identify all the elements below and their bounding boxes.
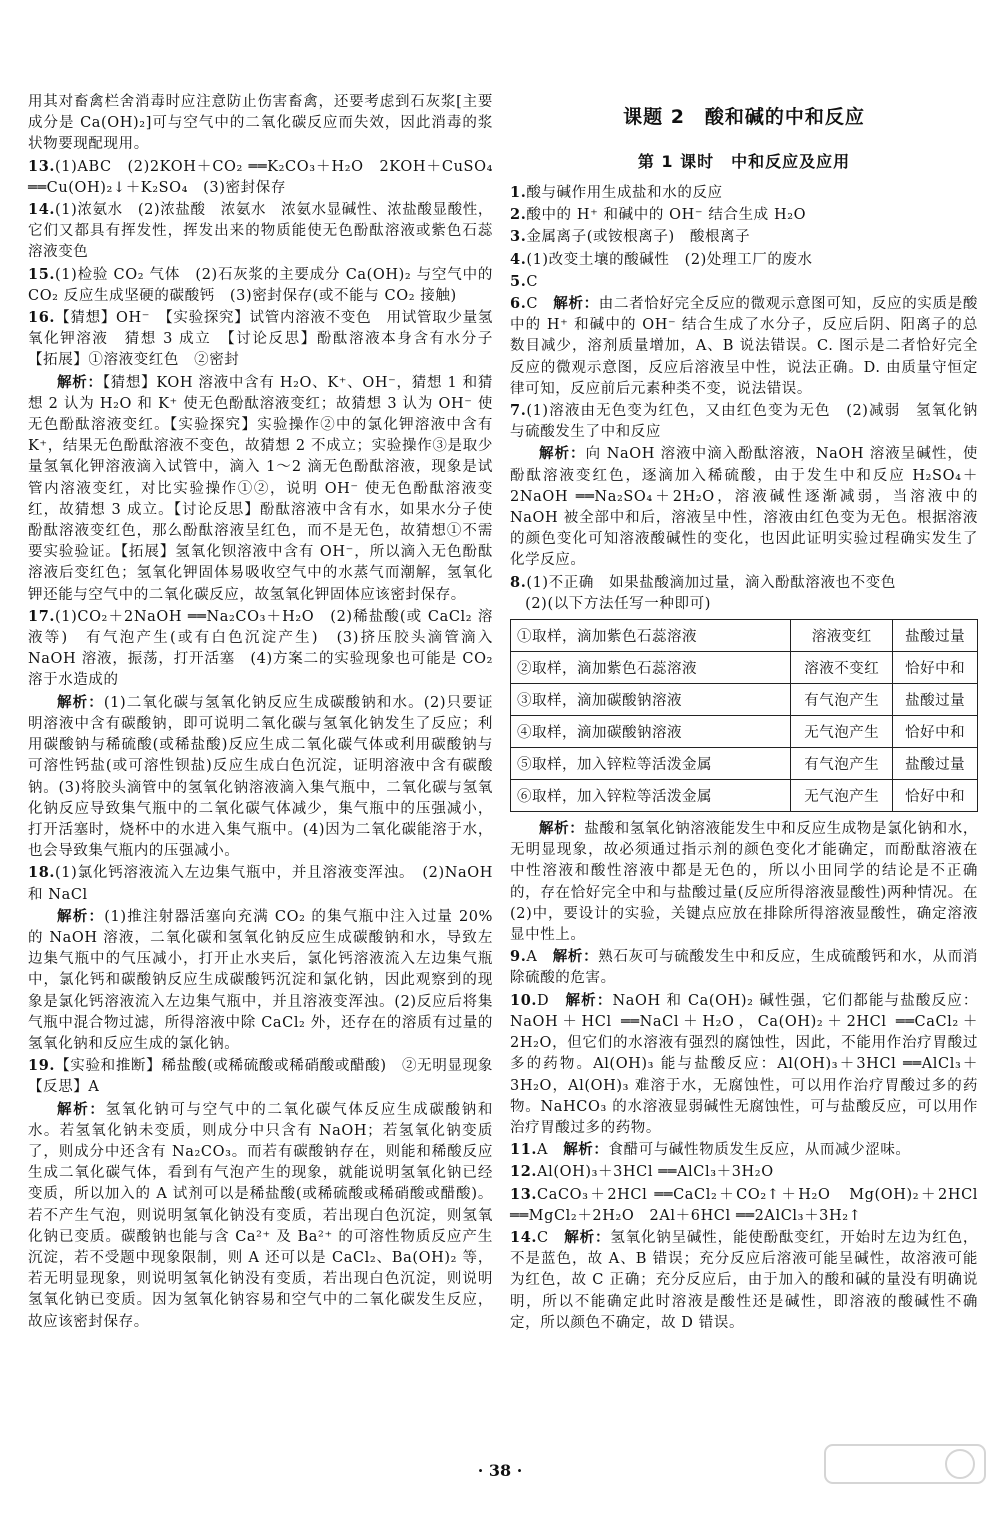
analysis-text: 盐酸和氢氧化钠溶液能发生中和反应生成物是氯化钠和水，无明显现象，故必须通过指示剂的颜色变化才能确定，而酚酞溶液在中性溶液和酸性溶液中都是无色的，所以小田同学的结论是不正确的，存在恰好完全中和与盐酸过量(反应所得溶液显酸性)两种情况。在(2)中，要设计的实验，关键点应放在排除所得溶液显酸性，确定溶液显中性上。 bbox=[510, 821, 978, 944]
answers-block-b bbox=[510, 818, 978, 1334]
answer-text: D bbox=[537, 992, 566, 1009]
answer-text: 【猜想】OH⁻ 【实验探究】试管内溶液不变色 用试管取少量氢氧化钾溶液 猜想 3 成立 【讨论反思】酚酞溶液本身含有水分子 【拓展】①溶液变红色 ②密封 bbox=[28, 310, 509, 369]
answer-text: C bbox=[537, 1229, 565, 1246]
conclusion-cell: 恰好中和 bbox=[893, 716, 978, 748]
answer-text: (1)不正确 如果盐酸滴加过量，滴入酚酞溶液也不变色 bbox=[526, 574, 896, 591]
question-number: 12. bbox=[510, 1163, 538, 1181]
left-paragraph bbox=[28, 862, 493, 905]
table-row bbox=[511, 620, 978, 652]
method-cell: ②取样，滴加紫色石蕊溶液 bbox=[511, 652, 791, 684]
answer-text: (1)CO₂＋2NaOH ══Na₂CO₃＋H₂O (2)稀盐酸(或 CaCl₂ 溶液等) 有气泡产生(或有白色沉淀产生) (3)挤压胶头滴管滴入 NaOH 溶液，振荡，打开活塞 (4)方案二的实验现象也可能是 CO₂ 溶于水造成的 bbox=[28, 608, 493, 689]
lesson-subtitle: 第 1 课时 中和反应及应用 bbox=[637, 152, 851, 171]
method-cell: ①取样，滴加紫色石蕊溶液 bbox=[511, 620, 791, 652]
right-paragraph bbox=[510, 400, 978, 443]
right-paragraph bbox=[510, 182, 978, 204]
right-paragraph: 9.A 解析：熟石灰可与硫酸发生中和反应，生成硫酸钙和水，从而消除硫酸的危害。 bbox=[510, 948, 979, 987]
answer-table bbox=[510, 619, 978, 812]
conclusion-cell: 盐酸过量 bbox=[893, 620, 978, 652]
phenomenon-cell: 无气泡产生 bbox=[791, 716, 893, 748]
analysis-label: 解析 bbox=[57, 907, 89, 925]
conclusion-cell: 盐酸过量 bbox=[893, 684, 978, 716]
analysis-text: 氢氧化钠呈碱性，能使酚酞变红，开始时左边为红色，不是蓝色，故 A、B 错误；充分反应后溶液可能呈碱性，故溶液可能为红色，故 C 正确；充分反应后，由于加入的酸和碱的量没有明确说明，所以不能确定此时溶液是酸性还是碱性，即溶液的酸碱性不确定，所以颜色不确定，故 D 错误。 bbox=[510, 1229, 979, 1331]
question-number: 15. bbox=[28, 265, 56, 283]
right-paragraph: 6.C 解析：由二者恰好完全反应的微观示意图可知，反应的实质是酸中的 H⁺ 和碱中的 OH⁻ 结合生成了水分子，反应后阴、阳离子的总数目减少，溶剂质量增加，A、B 说法错误。C. 图示是二者恰好完全反应的微观示意图，反应后溶液呈中性，说法正确。D. 由质量守恒定律可知，反应前后元素种类不变，说法错误。 bbox=[510, 295, 978, 397]
analysis-text: 熟石灰可与硫酸发生中和反应，生成硫酸钙和水，从而消除硫酸的危害。 bbox=[510, 949, 979, 987]
method-cell: ③取样，滴加碳酸钠溶液 bbox=[511, 684, 791, 716]
answer-text: C bbox=[526, 273, 539, 290]
analysis-label: 解析 bbox=[563, 1141, 594, 1159]
phenomenon-cell: 有气泡产生 bbox=[791, 748, 893, 780]
analysis-label: 解析 bbox=[553, 295, 584, 313]
analysis-text: NaOH 和 Ca(OH)₂ 碱性强，它们都能与盐酸反应：NaOH＋HCl ══NaCl＋H₂O，Ca(OH)₂＋2HCl ══CaCl₂＋2H₂O，但它们的水溶液有强烈的腐蚀性，因此，不能用作治疗胃酸过多的药物。Al(OH)₃ 能与盐酸反应：Al(OH)₃＋3HCl ══AlCl₃＋3H₂O，Al(OH)₃ 难溶于水，无腐蚀性，可以用作治疗胃酸过多的药物。NaHCO₃ 的水溶液显弱碱性无腐蚀性，可与盐酸反应，可以用作治疗胃酸过多的药物。 bbox=[510, 992, 978, 1136]
question-number: 7. bbox=[510, 402, 527, 420]
analysis-text: 由二者恰好完全反应的微观示意图可知，反应的实质是酸中的 H⁺ 和碱中的 OH⁻ 结合生成了水分子，反应后阴、阳离子的总数目减少，溶剂质量增加，A、B 说法错误。C. 图示是二者恰好完全反应的微观示意图，反应后溶液呈中性，说法正确。D. 由质量守恒定律可知，反应前后元素种类不变，说法错误。 bbox=[510, 296, 978, 397]
right-column bbox=[510, 92, 978, 1334]
right-paragraph bbox=[510, 1184, 978, 1227]
analysis-label: 解析 bbox=[539, 820, 570, 838]
left-paragraph: 解析：【猜想】KOH 溶液中含有 H₂O、K⁺、OH⁻，猜想 1 和猜想 2 认为 H₂O 和 K⁺ 使无色酚酞溶液变红；故猜想 3 认为 OH⁻ 使无色酚酞溶液变红。【实验探究】实验操作②中的氯化钾溶液中含有 K⁺，结果无色酚酞溶液不变色，故猜想 2 不成立；实验操作③是取少量氢氧化钾溶液滴入试管中，滴入 1～2 滴无色酚酞溶液，现象是试管内溶液变红，对比实验操作①②，说明 OH⁻ 使无色酚酞溶液变红，故猜想 3 成立。【讨论反思】酚酞溶液中含有水，如果水分子使酚酞溶液变红色，那么酚酞溶液呈红色，而不是无色，故猜想①不需要实验验证。【拓展】氢氧化钡溶液中含有 OH⁻，所以滴入无色酚酞溶液后变红色；氢氧化钾固体易吸收空气中的水蒸气而潮解，氢氧化钾还能与空气中的二氧化碳反应，故氢氧化钾固体应该密封保存。 bbox=[28, 373, 493, 603]
answer-text: (1)检验 CO₂ 气体 (2)石灰浆的主要成分 Ca(OH)₂ 与空气中的 CO₂ 反应生成坚硬的碳酸钙 (3)密封保存(或不能与 CO₂ 接触) bbox=[28, 266, 493, 304]
right-paragraph bbox=[510, 204, 978, 226]
answer-text: 金属离子(或铵根离子) 酸根离子 bbox=[526, 229, 751, 246]
question-number: 8. bbox=[510, 573, 527, 591]
right-paragraph: 14.C 解析：氢氧化钠呈碱性，能使酚酞变红，开始时左边为红色，不是蓝色，故 A、B 错误；充分反应后溶液可能呈碱性，故溶液可能为红色，故 C 正确；充分反应后，由于加入的酸和碱的量没有明确说明，所以不能确定此时溶液是酸性还是碱性，即溶液的酸碱性不确定，所以颜色不确定，故 D 错误。 bbox=[510, 1228, 979, 1331]
answer-text: A bbox=[526, 949, 553, 966]
analysis-text: (1)二氧化碳与氢氧化钠反应生成碳酸钠和水。(2)只要证明溶液中含有碳酸钠，即可说明二氧化碳与氢氧化钠发生了反应；利用碳酸钠与稀硫酸(或稀盐酸)反应生成二氧化碳气体或利用碳酸钠与可溶性钙盐(或可溶性钡盐)反应生成白色沉淀，证明溶液中含有碳酸钠。(3)将胶头滴管中的氢氧化钠溶液滴入集气瓶中，二氧化碳与氢氧化钠反应导致集气瓶中的二氧化碳气体减少，集气瓶中的压强减小，打开活塞时，烧杯中的水进入集气瓶中。(4)因为二氧化碳能溶于水，也会导致集气瓶内的压强减小。 bbox=[28, 694, 493, 860]
answer-text: Al(OH)₃＋3HCl ══AlCl₃＋3H₂O bbox=[537, 1164, 774, 1181]
answer-text: A bbox=[537, 1142, 564, 1159]
analysis-text: 【猜想】KOH 溶液中含有 H₂O、K⁺、OH⁻，猜想 1 和猜想 2 认为 H₂O 和 K⁺ 使无色酚酞溶液变红；故猜想 3 认为 OH⁻ 使无色酚酞溶液变红。【实验探究】实验操作②中的氯化钾溶液中含有 K⁺，结果无色酚酞溶液不变色，故猜想 2 不成立；实验操作③是取少量氢氧化钾溶液滴入试管中，滴入 1～2 滴无色酚酞溶液，现象是试管内溶液变红，对比实验操作①②，说明 OH⁻ 使无色酚酞溶液变红，故猜想 3 成立。【讨论反思】酚酞溶液中含有水，如果水分子使酚酞溶液变红色，那么酚酞溶液呈红色，而不是无色，故猜想①不需要实验验证。【拓展】氢氧化钡溶液中含有 OH⁻，所以滴入无色酚酞溶液后变红色；氢氧化钾固体易吸收空气中的水蒸气而潮解，氢氧化钾还能与空气中的二氧化碳反应，故氢氧化钾固体应该密封保存。 bbox=[28, 374, 493, 603]
paragraph-text: 用其对畜禽栏舍消毒时应注意防止伤害畜禽，还要考虑到石灰浆[主要成分是 Ca(OH)₂]可与空气中的二氧化碳反应而失效，因此消毒的浆状物要现配现用。 bbox=[28, 94, 493, 153]
method-cell: ④取样，滴加碳酸钠溶液 bbox=[511, 716, 791, 748]
phenomenon-cell: 溶液不变红 bbox=[791, 652, 893, 684]
right-paragraph: 解析：向 NaOH 溶液中滴入酚酞溶液，NaOH 溶液呈碱性，使酚酞溶液变红色，逐滴加入稀硫酸，由于发生中和反应 H₂SO₄＋2NaOH ══Na₂SO₄＋2H₂O，溶液碱性逐渐减弱，当溶液中的 NaOH 被全部中和后，溶液呈中性，溶液由红色变为无色。根据溶液的颜色变化可知溶液酸碱性的变化，也因此证明实验过程确实发生了化学反应。 bbox=[510, 445, 978, 569]
answers-block-a bbox=[510, 182, 978, 615]
analysis-text: (1)推注射器活塞向充满 CO₂ 的集气瓶中注入过量 20% 的 NaOH 溶液，二氧化碳和氢氧化钠反应生成碳酸钠和水，导致左边集气瓶中的气压减小，打开止水夹后，氯化钙溶液流入左边集气瓶中，氯化钙和碳酸钠反应生成碳酸钙沉淀和氯化钠，因此观察到的现象是氯化钙溶液流入左边集气瓶中，并且溶液变浑浊。(2)反应后将集气瓶中混合物过滤，所得溶液中除 CaCl₂ 外，还存在的溶质有过量的氢氧化钠和反应生成的氯化钠。 bbox=[28, 908, 494, 1052]
question-number: 18. bbox=[28, 864, 56, 882]
question-number: 13. bbox=[28, 157, 56, 175]
question-number: 14. bbox=[510, 1228, 538, 1246]
phenomenon-cell: 溶液变红 bbox=[791, 620, 893, 652]
question-number: 10. bbox=[510, 991, 538, 1009]
table-row bbox=[511, 652, 978, 684]
left-paragraph bbox=[28, 1055, 509, 1098]
analysis-label: 解析 bbox=[539, 445, 571, 463]
left-paragraph: 解析：(1)二氧化碳与氢氧化钠反应生成碳酸钠和水。(2)只要证明溶液中含有碳酸钠，即可说明二氧化碳与氢氧化钠发生了反应；利用碳酸钠与稀硫酸(或稀盐酸)反应生成二氧化碳气体或利用碳酸钠与可溶性钙盐(或可溶性钡盐)反应生成白色沉淀，证明溶液中含有碳酸钠。(3)将胶头滴管中的氢氧化钠溶液滴入集气瓶中，二氧化碳与氢氧化钠反应导致集气瓶中的二氧化碳气体减少，集气瓶中的压强减小，打开活塞时，烧杯中的水进入集气瓶中。(4)因为二氧化碳能溶于水，也会导致集气瓶内的压强减小。 bbox=[28, 693, 493, 860]
conclusion-cell: 盐酸过量 bbox=[893, 748, 978, 780]
table-row bbox=[511, 716, 978, 748]
conclusion-cell: 恰好中和 bbox=[893, 652, 978, 684]
left-paragraph: 解析：氢氧化钠可与空气中的二氧化碳气体反应生成碳酸钠和水。若氢氧化钠未变质，则成分中只含有 NaOH；若氢氧化钠变质了，则成分中还含有 Na₂CO₃。而若有碳酸钠存在，则能和稀酸反应生成二氧化碳气体，看到有气泡产生的现象，就能说明氢氧化钠已经变质，所以加入的 A 试剂可以是稀盐酸(或稀硫酸或稀硝酸或醋酸)。若不产生气泡，则说明氢氧化钠没有变质，若出现白色沉淀，则氢氧化钠已变质。碳酸钠也能与含 Ca²⁺ 及 Ba²⁺ 的可溶性物质反应产生沉淀，若不受题中现象限制，则 A 还可以是 CaCl₂、Ba(OH)₂ 等，若无明显现象，则说明氢氧化钠没有变质，若出现白色沉淀，则说明氢氧化钠已变质。因为氢氧化钠容易和空气中的二氧化碳发生反应，故应该密封保存。 bbox=[28, 1100, 494, 1330]
right-paragraph bbox=[510, 249, 978, 271]
table-row bbox=[511, 748, 978, 780]
right-paragraph bbox=[510, 572, 978, 594]
left-column bbox=[28, 92, 509, 1333]
phenomenon-cell: 有气泡产生 bbox=[791, 684, 893, 716]
analysis-label: 解析 bbox=[57, 1100, 90, 1118]
answer-text: (1)改变土壤的酸碱性 (2)处理工厂的废水 bbox=[526, 251, 813, 268]
question-number: 3. bbox=[510, 228, 527, 246]
left-paragraph bbox=[28, 156, 493, 199]
left-paragraph bbox=[28, 606, 493, 692]
analysis-label: 解析 bbox=[57, 373, 88, 391]
question-number: 1. bbox=[510, 184, 527, 201]
conclusion-cell: 恰好中和 bbox=[893, 780, 978, 812]
question-number: 19. bbox=[28, 1057, 56, 1075]
answer-text: 酸中的 H⁺ 和碱中的 OH⁻ 结合生成 H₂O bbox=[526, 207, 807, 224]
analysis-label: 解析 bbox=[552, 948, 584, 966]
question-number: 4. bbox=[510, 250, 527, 268]
paragraph-text: (2)(以下方法任写一种即可) bbox=[510, 595, 711, 612]
table-row bbox=[511, 684, 978, 716]
question-number: 11. bbox=[510, 1141, 538, 1159]
phenomenon-cell: 无气泡产生 bbox=[791, 780, 893, 812]
answer-text: C bbox=[526, 296, 554, 313]
analysis-label: 解析 bbox=[57, 693, 89, 711]
right-paragraph bbox=[510, 594, 978, 615]
question-number: 6. bbox=[510, 295, 527, 313]
answer-text: CaCO₃＋2HCl ══CaCl₂＋CO₂↑＋H₂O Mg(OH)₂＋2HCl ══MgCl₂＋2H₂O 2Al＋6HCl ══2AlCl₃＋3H₂↑ bbox=[510, 1186, 978, 1224]
answer-text: (1)浓氨水 (2)浓盐酸 浓氨水 浓氨水显碱性、浓盐酸显酸性，它们又都具有挥发性，挥发出来的物质能使无色酚酞溶液或紫色石蕊溶液变色 bbox=[28, 202, 493, 261]
method-cell: ⑥取样，加入锌粒等活泼金属 bbox=[511, 780, 791, 812]
question-number: 16. bbox=[28, 309, 56, 327]
left-paragraph bbox=[28, 92, 493, 156]
answer-text: 【实验和推断】稀盐酸(或稀硫酸或稀硝酸或醋酸) ②无明显现象 【反思】A bbox=[28, 1058, 509, 1096]
method-cell: ⑤取样，加入锌粒等活泼金属 bbox=[511, 748, 791, 780]
analysis-text: 食醋可与碱性物质发生反应，从而减少涩味。 bbox=[608, 1142, 911, 1159]
question-number: 5. bbox=[510, 272, 527, 290]
answer-text: 酸与碱作用生成盐和水的反应 bbox=[526, 185, 723, 201]
question-number: 2. bbox=[510, 206, 527, 224]
right-paragraph bbox=[510, 1161, 978, 1183]
answer-text: (1)ABC (2)2KOH＋CO₂ ══K₂CO₃＋H₂O 2KOH＋CuSO₄ ══Cu(OH)₂↓＋K₂SO₄ (3)密封保存 bbox=[28, 158, 493, 196]
answer-text: (1)溶液由无色变为红色，又由红色变为无色 (2)减弱 氢氧化钠与硫酸发生了中和反应 bbox=[510, 403, 978, 441]
left-paragraph bbox=[28, 307, 509, 372]
page-number: · 38 · bbox=[477, 1461, 523, 1480]
right-paragraph: 10.D 解析：NaOH 和 Ca(OH)₂ 碱性强，它们都能与盐酸反应：NaOH＋HCl ══NaCl＋H₂O，Ca(OH)₂＋2HCl ══CaCl₂＋2H₂O，但它们的水溶液有强烈的腐蚀性，因此，不能用作治疗胃酸过多的药物。Al(OH)₃ 能与盐酸反应：Al(OH)₃＋3HCl ══AlCl₃＋3H₂O，Al(OH)₃ 难溶于水，无腐蚀性，可以用作治疗胃酸过多的药物。NaHCO₃ 的水溶液显弱碱性无腐蚀性，可与盐酸反应，可以用作治疗胃酸过多的药物。 bbox=[510, 991, 978, 1136]
right-paragraph: 11.A 解析：食醋可与碱性物质发生反应，从而减少涩味。 bbox=[510, 1141, 911, 1159]
right-paragraph bbox=[510, 271, 978, 293]
watermark-logo bbox=[820, 1440, 990, 1510]
left-paragraph bbox=[28, 264, 493, 307]
question-number: 9. bbox=[510, 948, 527, 966]
right-paragraph bbox=[510, 226, 978, 248]
analysis-label: 解析 bbox=[564, 1228, 595, 1246]
question-number: 17. bbox=[28, 607, 56, 625]
left-paragraph bbox=[28, 199, 493, 264]
question-number: 14. bbox=[28, 201, 56, 219]
left-paragraph: 解析：(1)推注射器活塞向充满 CO₂ 的集气瓶中注入过量 20% 的 NaOH 溶液，二氧化碳和氢氧化钠反应生成碳酸钠和水，导致左边集气瓶中的气压减小，打开止水夹后，氯化钙溶液流入左边集气瓶中，氯化钙和碳酸钠反应生成碳酸钙沉淀和氯化钠，因此观察到的现象是氯化钙溶液流入左边集气瓶中，并且溶液变浑浊。(2)反应后将集气瓶中混合物过滤，所得溶液中除 CaCl₂ 外，还存在的溶质有过量的氢氧化钠和反应生成的氯化钠。 bbox=[28, 907, 494, 1052]
answer-text: (1)氯化钙溶液流入左边集气瓶中，并且溶液变浑浊。 (2)NaOH 和 NaCl bbox=[28, 865, 493, 903]
right-paragraph: 解析：盐酸和氢氧化钠溶液能发生中和反应生成物是氯化钠和水，无明显现象，故必须通过指示剂的颜色变化才能确定，而酚酞溶液在中性溶液和酸性溶液中都是无色的，所以小田同学的结论是不正确的，存在恰好完全中和与盐酸过量(反应所得溶液显酸性)两种情况。在(2)中，要设计的实验，关键点应放在排除所得溶液显酸性，确定溶液显中性上。 bbox=[510, 820, 978, 944]
analysis-label: 解析 bbox=[565, 991, 597, 1009]
analysis-text: 向 NaOH 溶液中滴入酚酞溶液，NaOH 溶液呈碱性，使酚酞溶液变红色，逐滴加入稀硫酸，由于发生中和反应 H₂SO₄＋2NaOH ══Na₂SO₄＋2H₂O，溶液碱性逐渐减弱，当溶液中的 NaOH 被全部中和后，溶液呈中性，溶液由红色变为无色。根据溶液的颜色变化可知溶液酸碱性的变化，也因此证明实验过程确实发生了化学反应。 bbox=[510, 446, 978, 569]
table-row bbox=[511, 780, 978, 812]
analysis-text: 氢氧化钠可与空气中的二氧化碳气体反应生成碳酸钠和水。若氢氧化钠未变质，则成分中只含有 NaOH；若氢氧化钠变质了，则成分中还含有 Na₂CO₃。而若有碳酸钠存在，则能和稀酸反应生成二氧化碳气体，看到有气泡产生的现象，就能说明氢氧化钠已经变质，所以加入的 A 试剂可以是稀盐酸(或稀硫酸或稀硝酸或醋酸)。若不产生气泡，则说明氢氧化钠没有变质，若出现白色沉淀，则氢氧化钠已变质。碳酸钠也能与含 Ca²⁺ 及 Ba²⁺ 的可溶性物质反应产生沉淀，若不受题中现象限制，则 A 还可以是 CaCl₂、Ba(OH)₂ 等，若无明显现象，则说明氢氧化钠没有变质，若出现白色沉淀，则说明氢氧化钠已变质。因为氢氧化钠容易和空气中的二氧化碳发生反应，故应该密封保存。 bbox=[28, 1101, 494, 1330]
question-number: 13. bbox=[510, 1185, 538, 1203]
section-title: 课题 2 酸和碱的中和反应 bbox=[623, 106, 865, 128]
